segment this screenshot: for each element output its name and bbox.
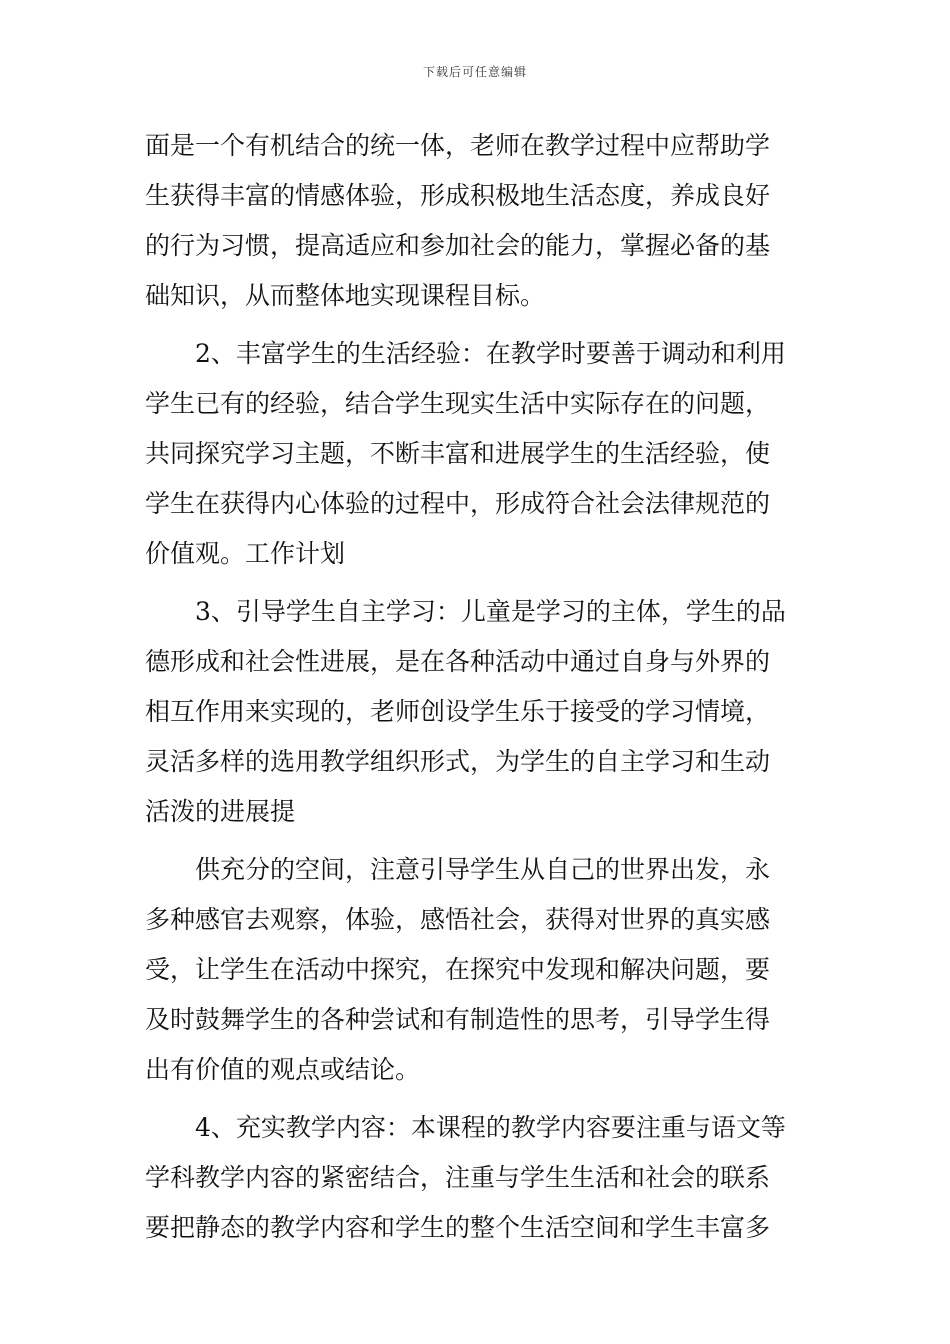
- text-line: 4、充实教学内容：本课程的教学内容要注重与语文等: [195, 1113, 786, 1142]
- text-line: 出有价值的观点或结论。: [145, 1055, 421, 1084]
- text-line: 及时鼓舞学生的各种尝试和有制造性的思考，引导学生得: [145, 1005, 771, 1034]
- text-line: 础知识，从而整体地实现课程目标。: [145, 281, 546, 310]
- paragraph-gap: [145, 321, 807, 329]
- paragraph-5: [145, 1103, 807, 1253]
- text-line: 灵活多样的选用教学组织形式，为学生的自主学习和生动: [145, 747, 771, 776]
- paragraph-4: [145, 845, 807, 1095]
- text-line: 的行为习惯，提高适应和参加社会的能力，掌握必备的基: [145, 231, 771, 260]
- paragraph-1: [145, 121, 807, 321]
- text-line: 价值观。工作计划: [145, 539, 346, 568]
- text-line: 3、引导学生自主学习：儿童是学习的主体，学生的品: [195, 597, 786, 626]
- paragraph-3: [145, 587, 807, 837]
- text-line: 多种感官去观察，体验，感悟社会，获得对世界的真实感: [145, 905, 771, 934]
- paragraph-gap: [145, 1095, 807, 1103]
- text-line: 面是一个有机结合的统一体，老师在教学过程中应帮助学: [145, 131, 771, 160]
- document-body: [145, 121, 807, 1253]
- text-line: 受，让学生在活动中探究，在探究中发现和解决问题，要: [145, 955, 771, 984]
- text-line: 活泼的进展提: [145, 797, 296, 826]
- paragraph-gap: [145, 579, 807, 587]
- text-line: 学生在获得内心体验的过程中，形成符合社会法律规范的: [145, 489, 771, 518]
- text-line: 要把静态的教学内容和学生的整个生活空间和学生丰富多: [145, 1213, 771, 1242]
- text-line: 德形成和社会性进展，是在各种活动中通过自身与外界的: [145, 647, 771, 676]
- text-line: 生获得丰富的情感体验，形成积极地生活态度，养成良好: [145, 181, 771, 210]
- text-line: 供充分的空间，注意引导学生从自己的世界出发，永: [195, 855, 771, 884]
- paragraph-gap: [145, 837, 807, 845]
- text-line: 学生已有的经验，结合学生现实生活中实际存在的问题，: [145, 389, 771, 418]
- text-line: 共同探究学习主题，不断丰富和进展学生的生活经验，使: [145, 439, 771, 468]
- text-line: 学科教学内容的紧密结合，注重与学生生活和社会的联系: [145, 1163, 771, 1192]
- page-header: 下载后可任意编辑: [422, 65, 527, 79]
- text-line: 2、丰富学生的生活经验：在教学时要善于调动和利用: [195, 339, 786, 368]
- paragraph-2: [145, 329, 807, 579]
- text-line: 相互作用来实现的，老师创设学生乐于接受的学习情境，: [145, 697, 771, 726]
